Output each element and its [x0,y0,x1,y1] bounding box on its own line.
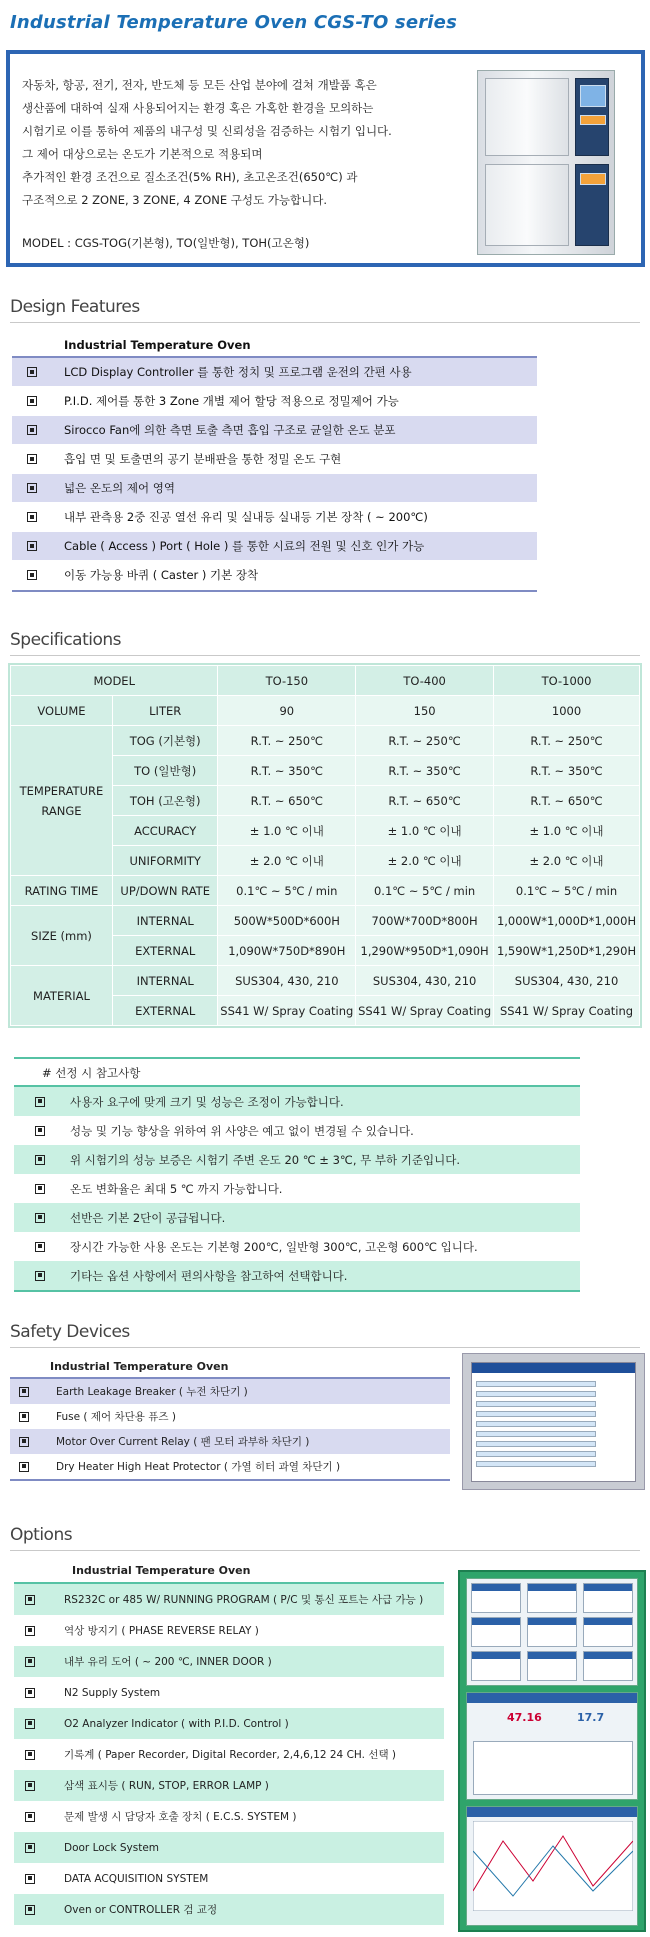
list-item: 역상 방지기 ( PHASE REVERSE RELAY ) [14,1615,444,1646]
bullet-icon [27,570,37,580]
intro-line: 그 제어 대상으로는 온도가 기본적으로 적용되며 [22,147,263,161]
bullet-icon [19,1387,29,1397]
list-item: Sirocco Fan에 의한 측면 토출 측면 흡입 구조로 균일한 온도 분포 [12,416,537,445]
list-item: Cable ( Access ) Port ( Hole ) 를 통한 시료의 전원 및 신호 인가 가능 [12,532,537,561]
bullet-icon [27,396,37,406]
list-item: 내부 관측용 2중 진공 열선 유리 및 실내등 실내등 기본 장착 ( ~ 200℃) [12,503,537,532]
screen-value: 17.7 [577,1711,605,1724]
bullet-icon [25,1905,35,1915]
spec-table [10,665,640,1026]
selection-notes [14,1057,580,1292]
bullet-icon [27,483,37,493]
safety-devices-list [10,1355,450,1481]
bullet-icon [25,1595,35,1605]
list-item: Dry Heater High Heat Protector ( 가열 히터 과열 차단기 ) [10,1454,450,1479]
design-header: Industrial Temperature Oven [12,332,537,358]
intro-line: 생산품에 대하여 실재 사용되어지는 환경 혹은 가혹한 환경을 모의하는 [22,101,374,115]
bullet-icon [27,454,37,464]
bullet-icon [19,1462,29,1472]
table-row: UNIFORMITY ± 2.0 ℃ 이내 ± 2.0 ℃ 이내 ± 2.0 ℃ 이내 [11,846,640,876]
table-row: MODEL TO-150 TO-400 TO-1000 [11,666,640,696]
page-title: Industrial Temperature Oven CGS-TO series [10,12,458,33]
list-item: N2 Supply System [14,1677,444,1708]
table-row: ACCURACY ± 1.0 ℃ 이내 ± 1.0 ℃ 이내 ± 1.0 ℃ 이내 [11,816,640,846]
bullet-icon [27,541,37,551]
list-item: P.I.D. 제어를 통한 3 Zone 개별 제어 할당 적용으로 정밀제어 가능 [12,387,537,416]
table-row: VOLUME LITER 90 150 1000 [11,696,640,726]
list-item: DATA ACQUISITION SYSTEM [14,1863,444,1894]
bullet-icon [35,1097,45,1107]
list-item: Oven or CONTROLLER 검 교정 [14,1894,444,1925]
intro-text [22,74,392,255]
specifications-title: Specifications [10,630,122,650]
bullet-icon [27,512,37,522]
options-screens-image [458,1570,646,1932]
table-row: EXTERNAL 1,090W*750D*890H 1,290W*950D*1,090H 1,590W*1,250D*1,290H [11,936,640,966]
list-item: 문제 발생 시 담당자 호출 장치 ( E.C.S. SYSTEM ) [14,1801,444,1832]
bullet-icon [19,1437,29,1447]
options-header: Industrial Temperature Oven [14,1558,444,1584]
list-item: O2 Analyzer Indicator ( with P.I.D. Control ) [14,1708,444,1739]
oven-image [477,70,615,255]
safety-devices-title: Safety Devices [10,1322,130,1342]
intro-box [6,50,645,267]
intro-line: 추가적인 환경 조건으로 질소조건(5% RH), 초고온조건(650℃) 과 [22,170,358,184]
table-row: MATERIAL INTERNAL SUS304, 430, 210 SUS304, 430, 210 SUS304, 430, 210 [11,966,640,996]
bullet-icon [25,1781,35,1791]
list-item: LCD Display Controller 를 통한 정치 및 프로그램 운전의 간편 사용 [12,358,537,387]
bullet-icon [25,1843,35,1853]
list-item: 선반은 기본 2단이 공급됩니다. [14,1203,580,1232]
table-row: TEMPERATURE RANGE TOG (기본형) R.T. ~ 250℃ R.T. ~ 250℃ R.T. ~ 250℃ [11,726,640,756]
list-item: Door Lock System [14,1832,444,1863]
list-item: RS232C or 485 W/ RUNNING PROGRAM ( P/C 및 통신 포트는 사급 가능 ) [14,1584,444,1615]
bullet-icon [35,1213,45,1223]
intro-line: 자동차, 항공, 전기, 전자, 반도체 등 모든 산업 분야에 걸쳐 개발품 혹은 [22,78,377,92]
table-row: TO (일반형) R.T. ~ 350℃ R.T. ~ 350℃ R.T. ~ 350℃ [11,756,640,786]
bullet-icon [35,1271,45,1281]
list-item: 삼색 표시등 ( RUN, STOP, ERROR LAMP ) [14,1770,444,1801]
intro-line: 시험기로 이를 통하여 제품의 내구성 및 신뢰성을 검증하는 시험기 입니다. [22,124,392,138]
bullet-icon [19,1412,29,1422]
screen-value: 47.16 [507,1711,542,1724]
table-row: EXTERNAL SS41 W/ Spray Coating SS41 W/ Spray Coating SS41 W/ Spray Coating [11,996,640,1026]
list-item: 사용자 요구에 맞게 크기 및 성능은 조정이 가능합니다. [14,1087,580,1116]
bullet-icon [25,1657,35,1667]
intro-line: 구조적으로 2 ZONE, 3 ZONE, 4 ZONE 구성도 가능합니다. [22,193,327,207]
bullet-icon [25,1874,35,1884]
list-item: 넓은 온도의 제어 영역 [12,474,537,503]
table-row: SIZE (mm) INTERNAL 500W*500D*600H 700W*700D*800H 1,000W*1,000D*1,000H [11,906,640,936]
list-item: 흡입 면 및 토출면의 공기 분배판을 통한 정밀 온도 구현 [12,445,537,474]
notes-header: # 선정 시 참고사항 [14,1059,580,1087]
bullet-icon [27,367,37,377]
bullet-icon [25,1750,35,1760]
model-line: MODEL : CGS-TOG(기본형), TO(일반형), TOH(고온형) [22,236,310,250]
trend-graph-icon [473,1821,633,1911]
bullet-icon [35,1184,45,1194]
list-item: 내부 유리 도어 ( ~ 200 ℃, INNER DOOR ) [14,1646,444,1677]
list-item: Motor Over Current Relay ( 팬 모터 과부하 차단기 ) [10,1429,450,1454]
list-item: 성능 및 기능 향상을 위하여 위 사양은 예고 없이 변경될 수 있습니다. [14,1116,580,1145]
list-item: Fuse ( 제어 차단용 퓨즈 ) [10,1404,450,1429]
options-title: Options [10,1525,73,1545]
options-list [14,1558,444,1925]
table-row: TOH (고온형) R.T. ~ 650℃ R.T. ~ 650℃ R.T. ~ 650℃ [11,786,640,816]
bullet-icon [27,425,37,435]
list-item: 이동 가능용 바퀴 ( Caster ) 기본 장착 [12,561,537,590]
list-item: Earth Leakage Breaker ( 누전 차단기 ) [10,1379,450,1404]
bullet-icon [25,1812,35,1822]
bullet-icon [35,1126,45,1136]
bullet-icon [25,1719,35,1729]
safety-header: Industrial Temperature Oven [10,1355,450,1379]
table-row: RATING TIME UP/DOWN RATE 0.1℃ ~ 5℃ / min 0.1℃ ~ 5℃ / min 0.1℃ ~ 5℃ / min [11,876,640,906]
bullet-icon [25,1688,35,1698]
bullet-icon [35,1242,45,1252]
design-features-list [12,332,537,592]
bullet-icon [25,1626,35,1636]
list-item: 온도 변화율은 최대 5 ℃ 까지 가능합니다. [14,1174,580,1203]
list-item: 위 시험기의 성능 보증은 시험기 주변 온도 20 ℃ ± 3℃, 무 부하 기준입니다. [14,1145,580,1174]
controller-screen-image [462,1353,645,1490]
bullet-icon [35,1155,45,1165]
design-features-title: Design Features [10,297,140,317]
list-item: 기타는 옵션 사항에서 편의사항을 참고하여 선택합니다. [14,1261,580,1290]
list-item: 기록계 ( Paper Recorder, Digital Recorder, 2,4,6,12 24 CH. 선택 ) [14,1739,444,1770]
list-item: 장시간 가능한 사용 온도는 기본형 200℃, 일반형 300℃, 고온형 600℃ 입니다. [14,1232,580,1261]
